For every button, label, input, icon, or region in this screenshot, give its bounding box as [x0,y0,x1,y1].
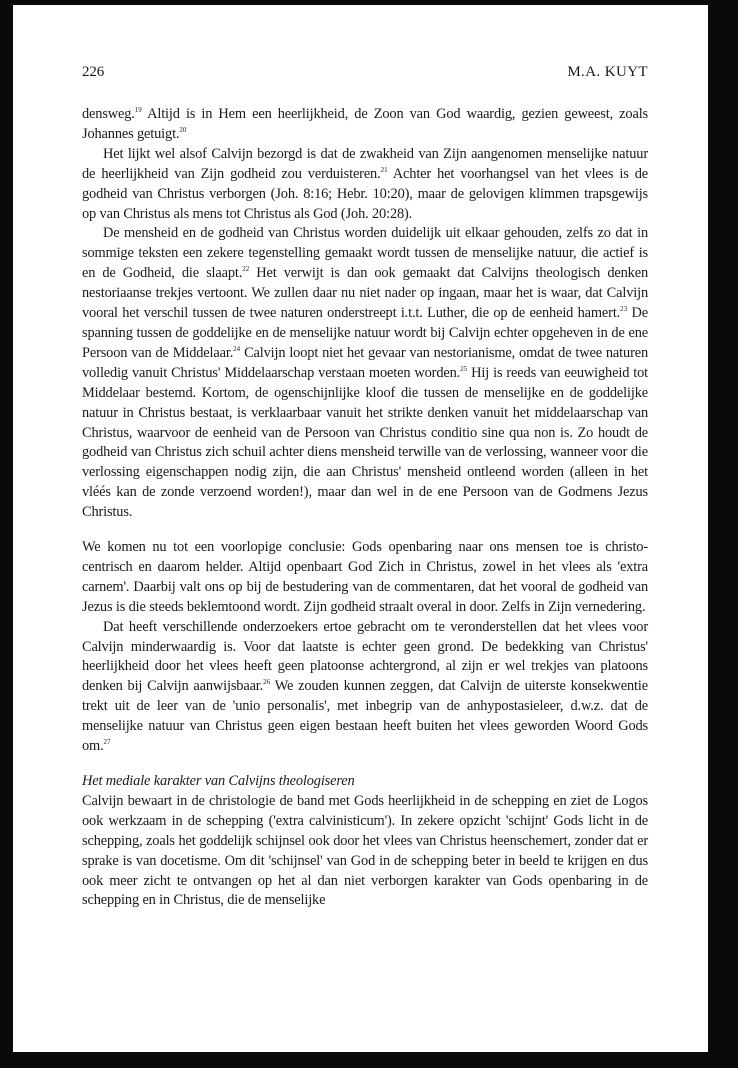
footnote-marker[interactable]: 20 [179,125,187,134]
paragraph [82,538,648,618]
paragraph [82,105,648,145]
footnote-marker[interactable]: 21 [380,165,388,174]
paragraph [82,792,648,911]
paragraph [82,224,648,523]
paragraph-text: De mensheid en de godheid van Christus worden duidelijk uit elkaar gehouden, zelfs zo dat in sommige teksten een zekere tegenstelling gemaakt wordt tussen de menselijke natuur, die actief is en de Godheid, die slaapt. [82,225,648,282]
paragraph-text: Het lijkt wel alsof Calvijn bezorgd is dat de zwakheid van Zijn aangenomen menselijke natuur de heerlijkheid van Zijn godheid zou verduisteren. [82,145,648,182]
footnote-marker[interactable]: 26 [263,678,271,687]
paragraph-gap [82,757,648,772]
footnote-marker[interactable]: 23 [620,305,628,314]
page-header [82,62,648,82]
footnote-marker[interactable]: 19 [134,106,142,114]
section-heading: Het mediale karakter van Calvijns theologiseren [82,773,355,789]
paragraph-text: Calvijn loopt niet het gevaar van nestorianisme, omdat de twee naturen volledig vanuit Christus' Middelaarschap verstaan moeten worden. [82,344,648,381]
paragraph-gap [82,523,648,538]
paragraph [82,145,648,225]
running-head: M.A. KUYT [567,64,648,80]
document-page [82,62,648,911]
paragraph-text: Hij is reeds van eeuwigheid tot Middelaar bestemd. Kortom, de ogenschijnlijke kloof die tussen de menselijke en de goddelijke natuur in Christus bestaat, is verklaarbaar vanuit het strikte denken vanuit het middelaarschap van Christus, waarvoor de eenheid van de Persoon van Christus conditio sine qua non is. Zo houdt de godheid van Christus zich schuil achter diens mensheid terwille van de verlossing, wanneer voor die verlossing eigenschappen nodig zijn, die aan Christus' mensheid ontleend worden (alleen in het vléés kan de zonde verzoend worden!), maar dan wel in de ene Persoon van de Godmens Jezus Christus. [82,364,648,521]
page-number: 226 [82,64,105,80]
paragraph-text: We zouden kunnen zeggen, dat Calvijn de uiterste konsekwentie trekt uit de leer van de 'unio personalis', met inbegrip van de anhypostasieleer, d.w.z. dat de menselijke natuur van Christus geen eigen bestaan heeft buiten het vlees geworden Woord Gods om. [82,678,648,755]
paragraph-text: Achter het voorhangsel van het vlees is de godheid van Christus verborgen (Joh. 8:16; Hebr. 10:20), maar de gelovigen klimmen trapsgewijs op van Christus als mens tot Christus als God (Joh. 20:28). [82,165,648,222]
footnote-marker[interactable]: 27 [103,738,111,747]
paragraph-text: densweg. [82,106,135,122]
paragraph-text: Het verwijt is dan ook gemaakt dat Calvijns theologisch denken nestoriaanse trekjes vertoont. We zullen daar nu niet nader op ingaan, maar het is waar, dat Calvijn vooral het verschil tussen de twee naturen onderstreept i.t.t. Luther, die op de eenheid hamert. [82,265,648,322]
paragraph [82,618,648,757]
footnote-marker[interactable]: 25 [460,364,468,373]
footnote-marker[interactable]: 22 [242,265,250,274]
paragraph-text: Calvijn bewaart in de christologie de band met Gods heerlijkheid in de schepping en ziet de Logos ook werkzaam in de schepping ('extra calvinisticum'). In zekere opzicht 'schijnt' Gods licht in de schepping, zoals het goddelijk schijnsel ook door het vlees van Christus heenschemert, zonder dat er sprake is van docetisme. Om dit 'schijnsel' van God in de schepping beter in beeld te krijgen en dus ook meer zicht te ontvangen op het al dan niet verborgen karakter van Gods openbaring in de schepping en in Christus, die de menselijke [82,792,648,909]
footnote-marker[interactable]: 24 [233,344,241,353]
paragraph-text: Altijd is in Hem een heerlijkheid, de Zoon van God waardig, gezien geweest, zoals Johannes getuigt. [82,106,648,142]
paragraph-text: Dat heeft verschillende onderzoekers ertoe gebracht om te veronderstellen dat het vlees voor Calvijn minderwaardig is. Voor dat laatste is echter geen grond. De bedekking van Christus' heerlijkheid door het vlees heeft geen platoonse achtergrond, al zijn er wel trekjes van platoons denken bij Calvijn aanwijsbaar. [82,618,648,695]
paragraph-text: We komen nu tot een voorlopige conclusie: Gods openbaring naar ons mensen toe is christo-centrisch en daarom helder. Altijd openbaart God Zich in Christus, zowel in het vlees als 'extra carnem'. Daarbij valt ons op bij de bestudering van de commentaren, dat het vooral de godheid van Jezus is die steeds beklemtoond wordt. Zijn godheid straalt overal in door. Zelfs in Zijn vernedering. [82,539,648,615]
paragraph-text: De spanning tussen de goddelijke en de menselijke natuur wordt bij Calvijn echter opgeheven in de ene Persoon van de Middelaar. [82,305,648,361]
